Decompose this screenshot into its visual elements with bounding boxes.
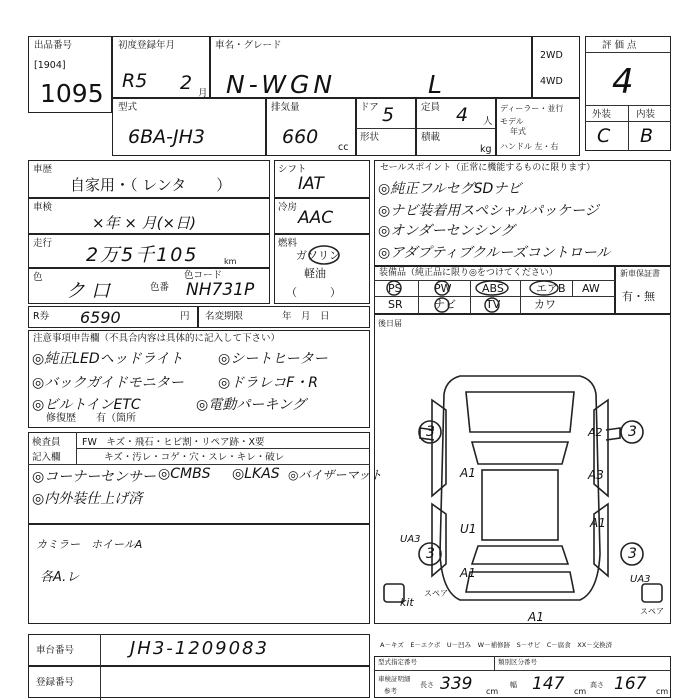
- notes-item-6: ◎電動パーキング: [196, 397, 306, 413]
- inspector-label-2: 記入欄: [32, 452, 61, 463]
- spec-width-unit: cm: [574, 687, 587, 696]
- namechange-unit: 年 月 日: [282, 311, 330, 322]
- notes-item-4: ◎ドラレコF・R: [218, 375, 318, 391]
- diagram-mark-9: 3: [426, 546, 435, 562]
- displacement-unit: cc: [338, 142, 349, 153]
- price-label: R券: [33, 311, 50, 322]
- score-ext-label: 外装: [592, 109, 612, 120]
- diagram-mark-5: A3: [588, 468, 604, 482]
- owner-label: 後日届: [378, 319, 402, 328]
- equip-pw: PW: [434, 282, 452, 295]
- displacement-label: 排気量: [271, 102, 300, 113]
- fuel-label: 燃料: [278, 238, 298, 249]
- selling-item-2: ◎ナビ装着用スペシャルパッケージ: [378, 203, 599, 219]
- first-reg-month: 2: [180, 72, 193, 94]
- diagram-mark-3: 3: [628, 424, 637, 440]
- spec-type-label: 型式指定番号: [378, 658, 417, 666]
- diagram-mark-1: 3: [426, 424, 435, 440]
- selling-item-4: ◎アダプティブクルーズコントロール: [378, 245, 611, 261]
- diagram-mark-4: A1: [460, 466, 476, 480]
- drive-2wd: 2WD: [540, 50, 563, 61]
- warranty-value: 有・無: [622, 290, 655, 303]
- spec-length-unit: cm: [486, 687, 499, 696]
- inspector-label-1: 検査員: [32, 437, 61, 448]
- inspection-label: 車検: [33, 202, 53, 213]
- lot-number: 1095: [40, 79, 104, 108]
- equip-navi: ナビ: [434, 298, 456, 311]
- cooling-value: AAC: [298, 208, 334, 228]
- score-int-label: 内装: [636, 109, 656, 120]
- mileage-label: 走行: [33, 238, 53, 249]
- equip-tv: TV: [486, 298, 501, 311]
- score-int: B: [640, 125, 654, 147]
- model-grade: L: [428, 70, 442, 99]
- notes-item-3: ◎バックガイドモニター: [32, 375, 184, 391]
- doors-value: 5: [382, 104, 395, 126]
- notes-item-1: ◎純正LEDヘッドライト: [32, 351, 184, 367]
- diagram-mark-14: kit: [400, 596, 414, 609]
- diagram-mark-8: UA3: [400, 534, 421, 545]
- first-reg-era: R5: [122, 70, 148, 92]
- equip-ps: PS: [388, 282, 402, 295]
- diagram-mark-7: A1: [590, 516, 606, 530]
- notes-label: 注意事項申告欄（不具合内容は具体的に記入して下さい）: [33, 333, 281, 344]
- spec-height: 167: [614, 674, 647, 694]
- car-diagram: [374, 314, 671, 624]
- dealer-label: ディーラー・並行: [500, 104, 564, 113]
- model-label: 車名・グレード: [215, 40, 282, 51]
- equip-aw: AW: [582, 282, 600, 295]
- notes-item-2: ◎シートヒーター: [218, 351, 328, 367]
- selling-item-3: ◎オンダーセンシング: [378, 223, 515, 239]
- bottom-legend: A－キズ E－エクボ U－凹み W－補修跡 S－サビ C－腐食 XX－交換済: [380, 641, 613, 649]
- diagram-mark-13: A1: [528, 610, 544, 624]
- price-unit: 円: [180, 311, 190, 322]
- registration-label: 登録番号: [36, 677, 75, 688]
- seats-label: 定員: [421, 102, 441, 113]
- selling-label: セールスポイント（正常に機能するものに限ります）: [380, 163, 596, 173]
- spare-right: スペア: [640, 607, 664, 616]
- spec-dims-label: 車検証明細: [378, 675, 411, 683]
- spec-length-label: 長さ: [420, 681, 434, 689]
- free-note-1: カミラー ホイールA: [36, 538, 143, 551]
- first-reg-month-suffix: 月: [198, 88, 208, 99]
- diagram-mark-12: A1: [460, 566, 476, 580]
- type-value: 6BA-JH3: [128, 126, 205, 148]
- history-label: 車歴: [33, 164, 53, 175]
- equip-sr: SR: [388, 298, 403, 311]
- color-label: 色: [33, 272, 43, 283]
- seats-unit: 人: [483, 116, 493, 127]
- spec-height-unit: cm: [656, 687, 669, 696]
- fuel-diesel: 軽油: [304, 267, 326, 280]
- color-value: ク口: [66, 280, 117, 302]
- shift-label: シフト: [278, 164, 307, 175]
- diagram-mark-11: UA3: [630, 574, 651, 585]
- notes-item-5: ◎ビルトインETC: [32, 397, 141, 413]
- registration-box: [28, 666, 370, 698]
- color-num-label: 色番: [150, 282, 170, 293]
- doors-label: ドア: [360, 102, 379, 113]
- spec-length: 339: [440, 674, 473, 694]
- dealer-model: モデル: [500, 117, 524, 126]
- score-ext: C: [597, 125, 611, 147]
- fuel-gas: ガソリン: [296, 249, 340, 262]
- notes-repair: 修復歴 有（箇所: [46, 413, 136, 424]
- inspector-item-1: ◎コーナーセンサー: [32, 469, 156, 485]
- diagram-mark-2: A2: [588, 426, 603, 439]
- diagram-mark-10: 3: [628, 546, 637, 562]
- color-code-label: 色コード: [184, 270, 223, 281]
- drive-4wd: 4WD: [540, 76, 563, 87]
- inspector-legend-1: FW キズ・飛石・ヒビ割・リペア跡・X要: [82, 437, 265, 448]
- inspector-item-4: ◎バイザーマット: [288, 468, 382, 482]
- inspection-value: ×年 × 月(×日): [92, 214, 196, 232]
- free-note-2: 各A.レ: [40, 570, 80, 585]
- equipment-label: 装備品（純正品に限り◎をつけてください）: [379, 268, 558, 278]
- history-value: 自家用・（ レンタ ）: [70, 176, 232, 194]
- inspector-legend-2: キズ・汚レ・コゲ・穴・スレ・キレ・破レ: [104, 452, 285, 463]
- equip-airbag: エアB: [536, 282, 566, 295]
- cooling-label: 冷房: [278, 202, 298, 213]
- namechange-label: 名変期限: [205, 311, 244, 322]
- mileage-value: 2万5千105: [86, 244, 199, 266]
- displacement-value: 660: [282, 126, 319, 148]
- equip-abs: ABS: [482, 282, 504, 295]
- fuel-paren: （ ）: [286, 286, 341, 299]
- mileage-unit: km: [224, 257, 237, 266]
- drive-box: [532, 36, 580, 98]
- chassis-label: 車台番号: [36, 645, 75, 656]
- equip-leather: カワ: [534, 298, 556, 311]
- type-label: 型式: [118, 102, 138, 113]
- load-label: 積載: [421, 132, 441, 143]
- chassis-value: JH3-1209083: [130, 638, 269, 659]
- selling-item-1: ◎純正フルセグSDナビ: [378, 181, 522, 197]
- inspector-item-5: ◎内外装仕上げ済: [32, 491, 143, 507]
- warranty-label: 新車保証書: [620, 269, 660, 278]
- lot-label: 出品番号: [34, 40, 73, 51]
- spec-height-label: 高さ: [590, 681, 604, 689]
- dealer-year: 年式: [510, 127, 526, 136]
- spec-width: 147: [532, 674, 565, 694]
- color-code: NH731P: [186, 280, 255, 300]
- seats-value: 4: [456, 104, 469, 126]
- equipment-circle-marks: [374, 280, 615, 314]
- load-unit: kg: [480, 144, 492, 155]
- model-name: N-WGN: [226, 70, 337, 99]
- lot-session: [1904]: [34, 60, 66, 71]
- shift-value: IAT: [298, 174, 324, 194]
- price-value: 6590: [80, 308, 121, 327]
- spec-class-label: 類別区分番号: [498, 658, 537, 666]
- first-reg-label: 初度登録年月: [118, 40, 176, 51]
- shape-label: 形状: [360, 132, 380, 143]
- spec-ref: 参考: [384, 687, 397, 695]
- score-value: 4: [612, 62, 634, 102]
- inspector-item-3: ◎LKAS: [232, 466, 280, 482]
- spec-width-label: 幅: [510, 681, 517, 689]
- inspector-item-2: ◎CMBS: [158, 466, 211, 482]
- spare-left: スペア: [424, 589, 448, 598]
- diagram-mark-6: U1: [460, 522, 477, 536]
- fuel-circle-mark: [305, 244, 343, 266]
- score-label: 評価点: [602, 40, 640, 51]
- dealer-handle: ハンドル 左・右: [500, 142, 559, 151]
